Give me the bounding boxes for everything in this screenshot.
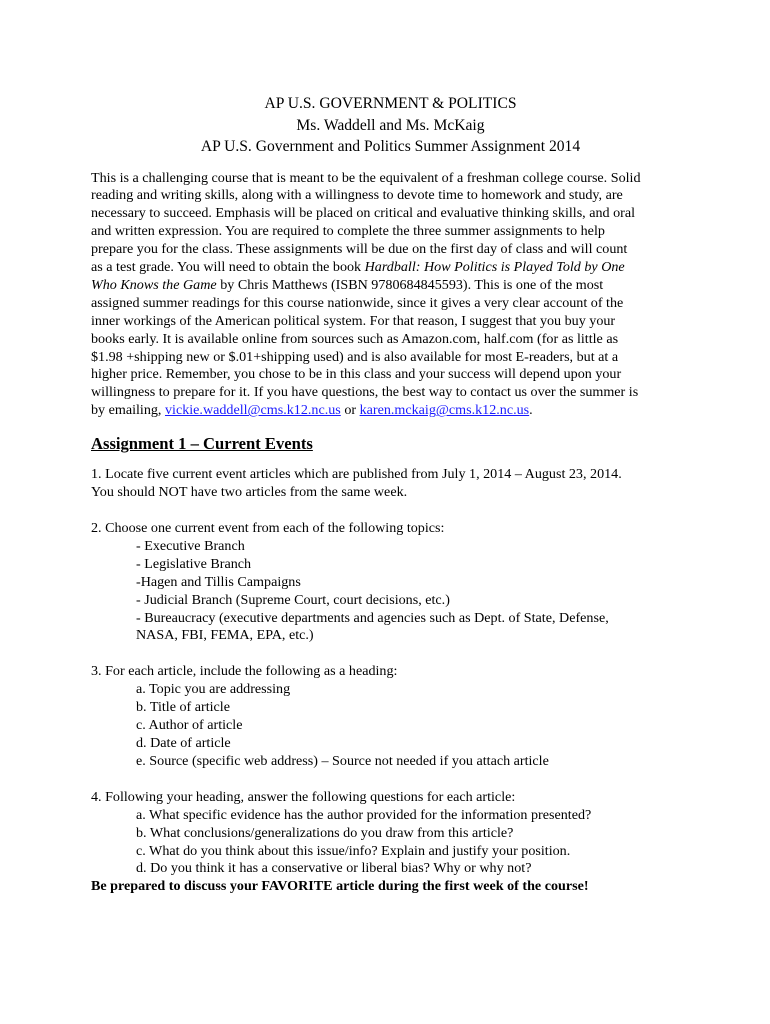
document-header [91, 93, 690, 158]
intro-line [91, 277, 690, 295]
email-link-mckaig[interactable]: karen.mckaig@cms.k12.nc.us [359, 402, 530, 419]
intro-text: by emailing, [91, 402, 165, 419]
topic-item: - Bureaucracy (executive departments and agencies such as Dept. of State, Defense, [136, 609, 609, 626]
intro-line: necessary to succeed. Emphasis will be placed on critical and evaluative thinking skills, and oral [91, 205, 636, 222]
heading-field-item: d. Date of article [136, 734, 231, 751]
instruction-lead: 4. Following your heading, answer the following questions for each article: [91, 788, 516, 805]
intro-line: assigned summer readings for this course nationwide, since it gives a very clear account of the [91, 294, 624, 311]
intro-line: This is a challenging course that is meant to be the equivalent of a freshman college course. Solid [91, 169, 641, 186]
assignment-heading: Assignment 1 – Current Events [91, 434, 313, 454]
intro-line [91, 402, 690, 420]
instruction-line: You should NOT have two articles from the same week. [91, 484, 408, 501]
topic-item: -Hagen and Tillis Campaigns [136, 573, 301, 590]
book-title-part2: Who Knows the Game [91, 276, 217, 293]
question-item: b. What conclusions/generalizations do you draw from this article? [136, 824, 514, 841]
intro-text: or [340, 402, 360, 419]
instruction-item-1 [91, 466, 690, 502]
assignment-title: AP U.S. Government and Politics Summer Assignment 2014 [200, 138, 581, 155]
final-note: Be prepared to discuss your FAVORITE article during the first week of the course! [91, 878, 589, 895]
question-item: c. What do you think about this issue/info? Explain and justify your position. [136, 842, 571, 859]
intro-text: by Chris Matthews (ISBN 9780684845593). This is one of the most [216, 276, 604, 293]
intro-line: reading and writing skills, along with a willingness to devote time to homework and study, are [91, 187, 623, 204]
question-item: a. What specific evidence has the author provided for the information presented? [136, 806, 592, 823]
intro-line: willingness to prepare for it. If you have questions, the best way to contact us over the summer is [91, 384, 639, 401]
intro-line: inner workings of the American political system. For that reason, I suggest that you buy your [91, 312, 616, 329]
intro-text: . [529, 402, 533, 419]
intro-line: $1.98 +shipping new or $.01+shipping used) and is also available for most E-readers, but at a [91, 348, 619, 365]
heading-field-item: e. Source (specific web address) – Source not needed if you attach article [136, 752, 549, 769]
heading-field-item: a. Topic you are addressing [136, 681, 291, 698]
heading-field-item: c. Author of article [136, 717, 243, 734]
intro-paragraph [91, 170, 690, 421]
instruction-item-4 [91, 789, 690, 879]
question-item: d. Do you think it has a conservative or liberal bias? Why or why not? [136, 860, 532, 877]
topic-item: - Legislative Branch [136, 555, 252, 572]
instruction-lead: 2. Choose one current event from each of the following topics: [91, 520, 445, 536]
instruction-item-3 [91, 663, 690, 770]
intro-line: and written expression. You are required to complete the three summer assignments to help [91, 223, 605, 240]
topic-item: NASA, FBI, FEMA, EPA, etc.) [136, 627, 314, 644]
instruction-lead: 3. For each article, include the following as a heading: [91, 663, 398, 680]
topic-item: - Executive Branch [136, 537, 245, 554]
intro-text: as a test grade. You will need to obtain the book [91, 259, 365, 276]
intro-line: higher price. Remember, you chose to be in this class and your success will depend upon your [91, 366, 622, 383]
instruction-item-2 [91, 520, 690, 645]
intro-line: prepare you for the class. These assignments will be due on the first day of class and will count [91, 241, 628, 258]
instruction-line: 1. Locate five current event articles which are published from July 1, 2014 – August 23, 2014. [91, 466, 622, 483]
intro-line: books early. It is available online from sources such as Amazon.com, half.com (for as little as [91, 330, 619, 347]
heading-field-item: b. Title of article [136, 699, 230, 716]
teacher-names: Ms. Waddell and Ms. McKaig [296, 116, 485, 134]
email-link-waddell[interactable]: vickie.waddell@cms.k12.nc.us [164, 402, 341, 419]
course-title: AP U.S. GOVERNMENT & POLITICS [264, 95, 517, 112]
topic-item: - Judicial Branch (Supreme Court, court decisions, etc.) [136, 591, 450, 608]
intro-line [91, 259, 690, 277]
book-title-part1: Hardball: How Politics is Played Told by One [364, 259, 625, 276]
